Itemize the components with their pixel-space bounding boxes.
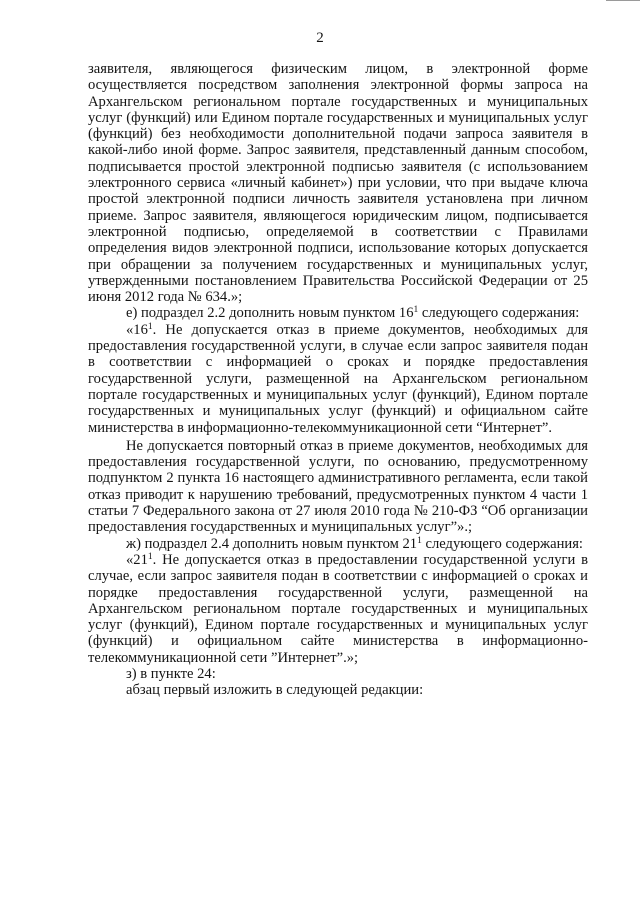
paragraph-text: . Не допускается отказ в приеме документов, необходимых для предоставления государственной услуги, в случае если запрос заявителя подан в соответствии с информацией о сроках и порядке предоставления государственной услуги, размещенной на Архангельском региональном портале государственных и муниципальных услуг (функций), Едином портале государственных и муниципальных услуг (функций) и официальном сайте министерства в информационно-телекоммуникационной сети “Интернет”. <box>88 321 588 436</box>
paragraph-text: следующего содержания: <box>421 535 583 552</box>
paragraph-text: Не допускается повторный отказ в приеме документов, необходимых для предоставления государственной услуги, по основанию, предусмотренному подпунктом 2 пункта 16 настоящего административного регламента, если такой отказ приводит к нарушению требований, предусмотренных пунктом 4 части 1 статьи 7 Федерального закона от 27 июля 2010 года № 210-ФЗ “Об организации предоставления государственных и муниципальных услуг”».; <box>88 437 588 536</box>
paragraph-text: «16 <box>126 321 148 338</box>
superscript-index: 1 <box>147 551 153 562</box>
corner-scan-mark <box>606 0 640 4</box>
paragraph-text: «21 <box>126 551 148 568</box>
paragraph-text: ж) подраздел 2.4 дополнить новым пунктом 21 <box>126 535 418 552</box>
superscript-index: 1 <box>413 305 419 316</box>
superscript-index: 1 <box>147 321 153 332</box>
paragraph-p1 <box>88 61 588 305</box>
paragraph-text: абзац первый изложить в следующей редакции: <box>126 682 424 699</box>
paragraph-p3 <box>88 322 588 436</box>
page-number: 2 <box>316 30 324 46</box>
paragraph-p6 <box>88 552 588 666</box>
paragraph-text: е) подраздел 2.2 дополнить новым пунктом 16 <box>126 305 414 322</box>
superscript-index: 1 <box>417 535 422 546</box>
paragraph-text: з) в пункте 24: <box>126 665 216 682</box>
paragraph-p4 <box>88 438 588 536</box>
paragraph-p7 <box>88 666 588 682</box>
paragraph-text: следующего содержания: <box>418 305 580 322</box>
paragraph-p2 <box>88 305 588 321</box>
paragraph-text: . Не допускается отказ в предоставлении государственной услуги в случае, если запрос заявителя подан в соответствии с информацией о сроках и порядке предоставления государственной услуги, размещенной на Архангельском региональном портале государственных и муниципальных услуг (функций), Едином портале государственных и муниципальных услуг (функций) и официальном сайте министерства в информационно-телекоммуникационной сети ”Интернет”.»; <box>88 551 588 666</box>
paragraph-p5 <box>88 536 588 552</box>
document-body <box>88 61 588 699</box>
paragraph-text: заявителя, являющегося физическим лицом, в электронной форме осуществляется посредством заполнения электронной формы запроса на Архангельском региональном портале государственных и муниципальных услуг (функций) или Едином портале государственных и муниципальных услуг (функций) без необходимости дополнительной подачи запроса заявителя в какой-либо иной форме. Запрос заявителя, представленный данным способом, подписывается простой электронной подписью заявителя (с использованием электронного сервиса «личный кабинет») при условии, что при выдаче ключа простой электронной подписи личность заявителя установлена при личном приеме. Запрос заявителя, являющегося юридическим лицом, подписывается электронной подписью, определяемой в соответствии с Правилами определения видов электронной подписи, использование которых допускается при обращении за получением государственных и муниципальных услуг, утвержденными постановлением Правительства Российской Федерации от 25 июня 2012 года № 634.»; <box>88 61 588 306</box>
paragraph-p8 <box>88 682 588 698</box>
